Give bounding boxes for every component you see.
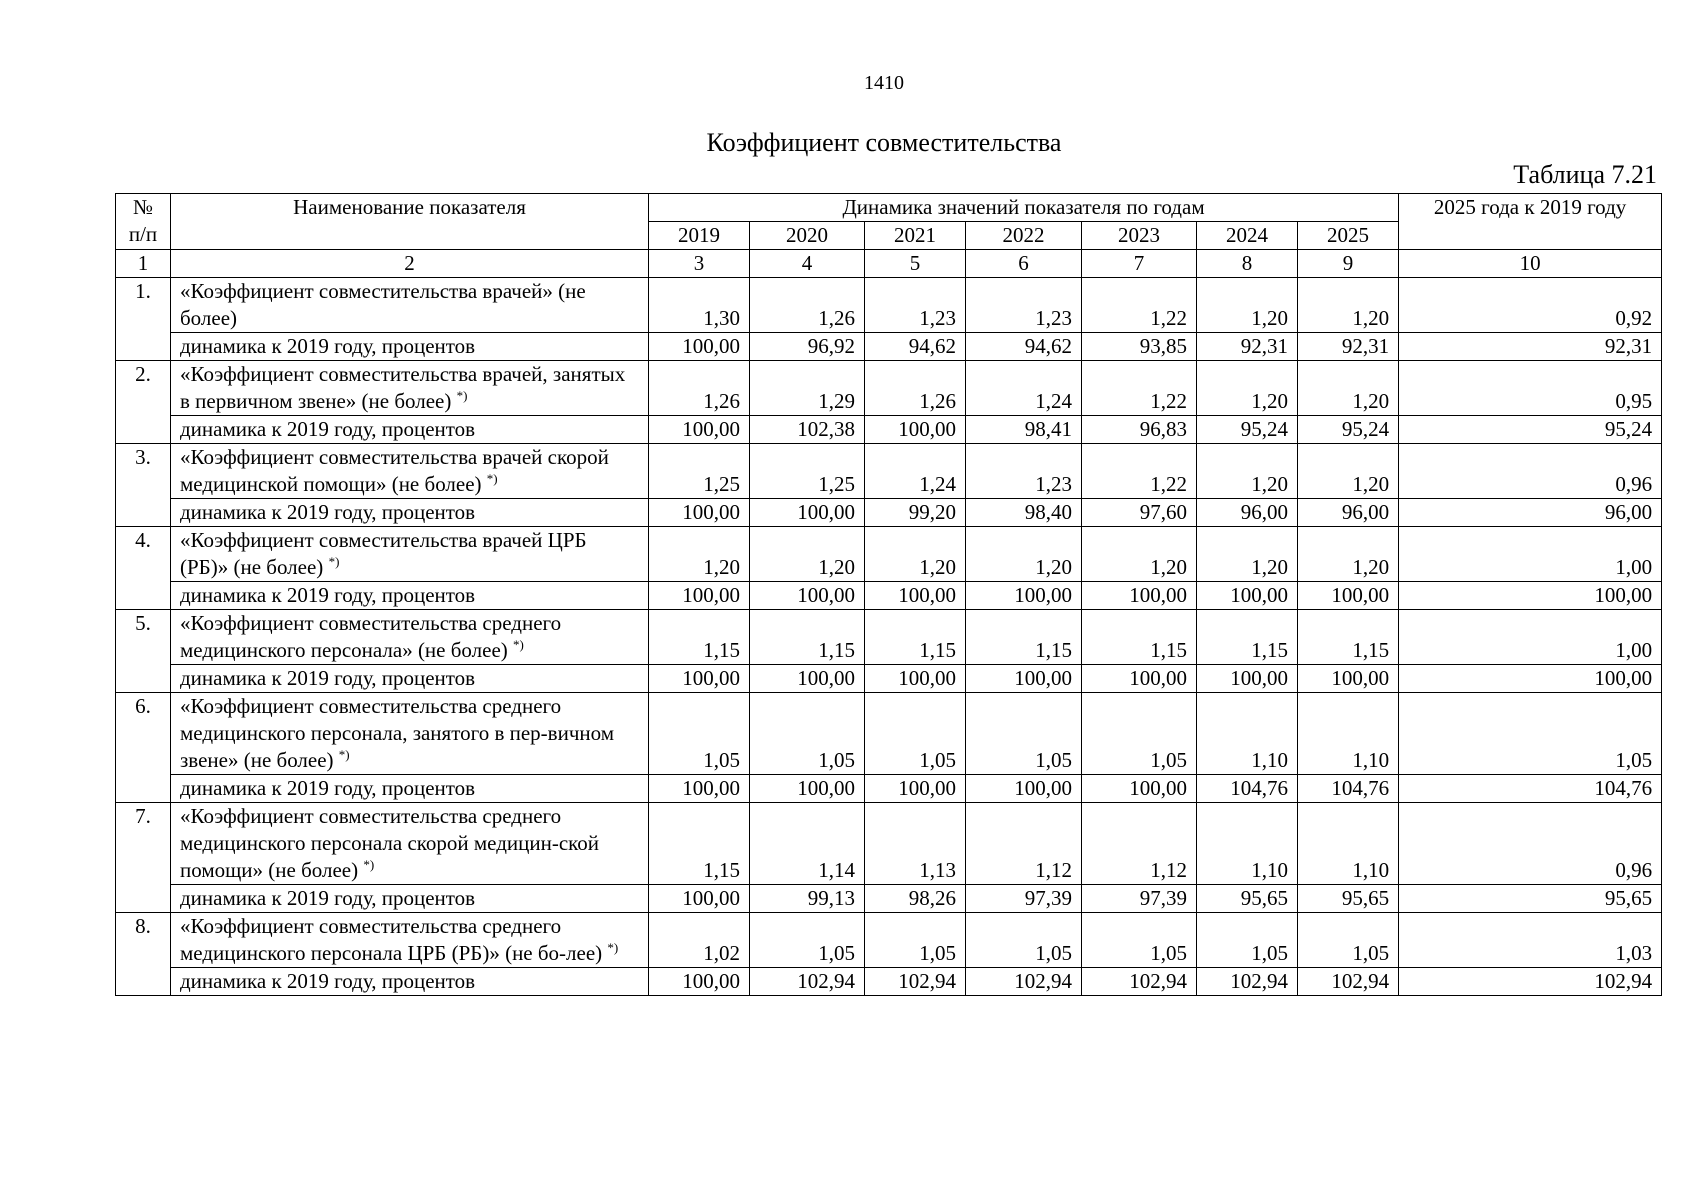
year-value: 1,20 [1298,527,1399,582]
ratio-value: 1,00 [1399,527,1662,582]
column-number: 8 [1197,250,1298,278]
year-value: 1,15 [1197,610,1298,665]
row-number: 4. [116,527,171,610]
indicator-name [171,527,649,582]
indicator-name-text: «Коэффициент совместительства среднего медицинского персонала скорой медицин-ской помощи» (не более) [180,804,600,882]
dynamics-value: 97,39 [1082,885,1197,913]
header-dynamics: Динамика значений показателя по годам [649,194,1399,222]
dynamics-value: 100,00 [865,775,966,803]
dynamics-value: 104,76 [1197,775,1298,803]
dynamics-value: 94,62 [966,333,1082,361]
dynamics-value: 94,62 [865,333,966,361]
dynamics-value: 100,00 [750,665,865,693]
dynamics-value: 96,00 [1298,499,1399,527]
year-value: 1,14 [750,803,865,885]
dynamics-value: 100,00 [966,775,1082,803]
table-row-dynamics [116,582,1662,610]
year-value: 1,23 [966,278,1082,333]
year-value: 1,22 [1082,278,1197,333]
year-value: 1,15 [649,803,750,885]
year-value: 1,10 [1298,803,1399,885]
indicator-name-text: «Коэффициент совместительства врачей скорой медицинской помощи» (не более) [180,445,609,496]
year-value: 1,13 [865,803,966,885]
dynamics-value: 102,94 [1197,968,1298,996]
year-value: 1,05 [1082,913,1197,968]
column-number: 7 [1082,250,1197,278]
indicator-name [171,913,649,968]
indicator-name [171,361,649,416]
dynamics-label: динамика к 2019 году, процентов [171,665,649,693]
indicator-name [171,444,649,499]
dynamics-value: 100,00 [966,582,1082,610]
header-ratio: 2025 года к 2019 году [1399,194,1662,250]
dynamics-value: 99,13 [750,885,865,913]
year-value: 1,15 [1082,610,1197,665]
year-value: 1,15 [649,610,750,665]
table-row-dynamics [116,665,1662,693]
table-row-dynamics [116,885,1662,913]
table-row [116,610,1662,665]
column-number: 10 [1399,250,1662,278]
indicator-name [171,803,649,885]
dynamics-value: 100,00 [649,885,750,913]
dynamics-label: динамика к 2019 году, процентов [171,499,649,527]
year-value: 1,20 [1197,444,1298,499]
indicator-name-text: «Коэффициент совместительства врачей» (не более) [180,279,586,330]
indicator-name-text: «Коэффициент совместительства среднего медицинского персонала» (не более) [180,611,562,662]
indicator-name-text: «Коэффициент совместительства среднего медицинского персонала, занятого в пер-вичном звене» (не более) [180,694,615,772]
dynamics-value: 99,20 [865,499,966,527]
column-numbers-row [116,250,1662,278]
page-title: Коэффициент совместительства [706,128,1062,157]
year-value: 1,20 [1298,278,1399,333]
year-value: 1,20 [966,527,1082,582]
table-row [116,693,1662,775]
row-number: 7. [116,803,171,913]
ratio-value: 0,95 [1399,361,1662,416]
dynamics-value: 98,40 [966,499,1082,527]
year-value: 1,15 [865,610,966,665]
column-number: 6 [966,250,1082,278]
dynamics-value: 100,00 [1298,665,1399,693]
dynamics-value: 96,92 [750,333,865,361]
year-value: 1,30 [649,278,750,333]
dynamics-label: динамика к 2019 году, процентов [171,968,649,996]
column-number: 5 [865,250,966,278]
row-number: 5. [116,610,171,693]
header-name: Наименование показателя [171,194,649,250]
dynamics-ratio-value: 100,00 [1399,582,1662,610]
dynamics-value: 97,60 [1082,499,1197,527]
dynamics-value: 102,38 [750,416,865,444]
dynamics-ratio-value: 92,31 [1399,333,1662,361]
year-value: 1,25 [649,444,750,499]
dynamics-value: 95,65 [1298,885,1399,913]
table-row-dynamics [116,499,1662,527]
year-value: 1,05 [750,913,865,968]
year-value: 1,15 [750,610,865,665]
indicator-name-text: «Коэффициент совместительства врачей ЦРБ (РБ)» (не более) [180,528,587,579]
dynamics-value: 102,94 [865,968,966,996]
row-number: 1. [116,278,171,361]
dynamics-value: 100,00 [1197,665,1298,693]
year-value: 1,26 [649,361,750,416]
year-value: 1,12 [966,803,1082,885]
dynamics-value: 100,00 [865,416,966,444]
header-year: 2019 [649,222,750,250]
year-value: 1,20 [649,527,750,582]
year-value: 1,05 [1082,693,1197,775]
dynamics-value: 100,00 [1082,665,1197,693]
year-value: 1,26 [750,278,865,333]
year-value: 1,24 [966,361,1082,416]
dynamics-value: 100,00 [649,416,750,444]
table-row [116,278,1662,333]
year-value: 1,20 [1197,361,1298,416]
indicator-name [171,610,649,665]
year-value: 1,20 [1298,444,1399,499]
footnote-mark: *) [486,471,498,486]
dynamics-label: динамика к 2019 году, процентов [171,775,649,803]
footnote-mark: *) [456,388,468,403]
ratio-value: 1,03 [1399,913,1662,968]
dynamics-value: 95,65 [1197,885,1298,913]
dynamics-value: 100,00 [865,665,966,693]
table-row [116,361,1662,416]
table-row-dynamics [116,775,1662,803]
dynamics-value: 100,00 [649,775,750,803]
dynamics-value: 100,00 [750,499,865,527]
dynamics-value: 102,94 [1298,968,1399,996]
row-number: 6. [116,693,171,803]
year-value: 1,20 [1197,527,1298,582]
dynamics-ratio-value: 104,76 [1399,775,1662,803]
dynamics-value: 100,00 [1298,582,1399,610]
dynamics-value: 100,00 [649,582,750,610]
row-number: 2. [116,361,171,444]
year-value: 1,20 [865,527,966,582]
ratio-value: 0,96 [1399,444,1662,499]
ratio-value: 0,92 [1399,278,1662,333]
indicator-name [171,693,649,775]
dynamics-value: 95,24 [1197,416,1298,444]
year-value: 1,29 [750,361,865,416]
dynamics-value: 93,85 [1082,333,1197,361]
dynamics-value: 96,00 [1197,499,1298,527]
dynamics-value: 100,00 [1082,582,1197,610]
column-number: 1 [116,250,171,278]
header-year: 2025 [1298,222,1399,250]
year-value: 1,05 [865,693,966,775]
year-value: 1,20 [750,527,865,582]
header-year: 2021 [865,222,966,250]
coefficient-table [115,193,1662,996]
dynamics-value: 92,31 [1197,333,1298,361]
dynamics-value: 100,00 [865,582,966,610]
table-row [116,913,1662,968]
dynamics-ratio-value: 100,00 [1399,665,1662,693]
dynamics-label: динамика к 2019 году, процентов [171,333,649,361]
header-year: 2022 [966,222,1082,250]
table-row [116,803,1662,885]
dynamics-value: 104,76 [1298,775,1399,803]
dynamics-value: 100,00 [649,333,750,361]
header-year: 2023 [1082,222,1197,250]
year-value: 1,05 [865,913,966,968]
table-label: Таблица 7.21 [1513,160,1657,189]
ratio-value: 1,00 [1399,610,1662,665]
year-value: 1,05 [966,693,1082,775]
year-value: 1,15 [1298,610,1399,665]
dynamics-value: 100,00 [966,665,1082,693]
year-value: 1,26 [865,361,966,416]
dynamics-value: 100,00 [750,775,865,803]
dynamics-label: динамика к 2019 году, процентов [171,885,649,913]
year-value: 1,23 [865,278,966,333]
year-value: 1,23 [966,444,1082,499]
year-value: 1,22 [1082,361,1197,416]
dynamics-value: 100,00 [1082,775,1197,803]
year-value: 1,12 [1082,803,1197,885]
year-value: 1,05 [966,913,1082,968]
dynamics-ratio-value: 95,65 [1399,885,1662,913]
row-number: 3. [116,444,171,527]
year-value: 1,25 [750,444,865,499]
row-number: 8. [116,913,171,996]
footnote-mark: *) [363,857,375,872]
table-row [116,444,1662,499]
indicator-name-text: «Коэффициент совместительства среднего медицинского персонала ЦРБ (РБ)» (не бо-лее) [180,914,603,965]
year-value: 1,05 [1298,913,1399,968]
year-value: 1,22 [1082,444,1197,499]
column-number: 3 [649,250,750,278]
dynamics-value: 100,00 [649,499,750,527]
table-row-dynamics [116,968,1662,996]
footnote-mark: *) [513,637,524,652]
header-year: 2020 [750,222,865,250]
year-value: 1,10 [1197,803,1298,885]
year-value: 1,05 [649,693,750,775]
dynamics-value: 97,39 [966,885,1082,913]
year-value: 1,10 [1298,693,1399,775]
column-number: 9 [1298,250,1399,278]
year-value: 1,20 [1082,527,1197,582]
year-value: 1,24 [865,444,966,499]
dynamics-value: 100,00 [649,665,750,693]
year-value: 1,15 [966,610,1082,665]
dynamics-value: 96,83 [1082,416,1197,444]
footnote-mark: *) [328,554,340,569]
table-row [116,527,1662,582]
dynamics-value: 102,94 [966,968,1082,996]
dynamics-ratio-value: 95,24 [1399,416,1662,444]
dynamics-value: 92,31 [1298,333,1399,361]
table-row-dynamics [116,333,1662,361]
table-row-dynamics [116,416,1662,444]
year-value: 1,20 [1197,278,1298,333]
dynamics-value: 100,00 [1197,582,1298,610]
ratio-value: 1,05 [1399,693,1662,775]
column-number: 4 [750,250,865,278]
year-value: 1,20 [1298,361,1399,416]
ratio-value: 0,96 [1399,803,1662,885]
column-number: 2 [171,250,649,278]
header-no: № п/п [116,194,171,250]
dynamics-value: 100,00 [750,582,865,610]
dynamics-label: динамика к 2019 году, процентов [171,416,649,444]
indicator-name [171,278,649,333]
page-number: 1410 [864,72,904,94]
year-value: 1,02 [649,913,750,968]
footnote-mark: *) [607,940,619,955]
dynamics-value: 98,41 [966,416,1082,444]
dynamics-value: 102,94 [1082,968,1197,996]
year-value: 1,10 [1197,693,1298,775]
indicator-name-text: «Коэффициент совместительства врачей, занятых в первичном звене» (не более) [180,362,626,413]
dynamics-value: 95,24 [1298,416,1399,444]
footnote-mark: *) [338,747,350,762]
dynamics-value: 100,00 [649,968,750,996]
dynamics-value: 98,26 [865,885,966,913]
dynamics-ratio-value: 96,00 [1399,499,1662,527]
dynamics-ratio-value: 102,94 [1399,968,1662,996]
year-value: 1,05 [1197,913,1298,968]
dynamics-value: 102,94 [750,968,865,996]
year-value: 1,05 [750,693,865,775]
dynamics-label: динамика к 2019 году, процентов [171,582,649,610]
header-year: 2024 [1197,222,1298,250]
header-row [116,194,1662,222]
